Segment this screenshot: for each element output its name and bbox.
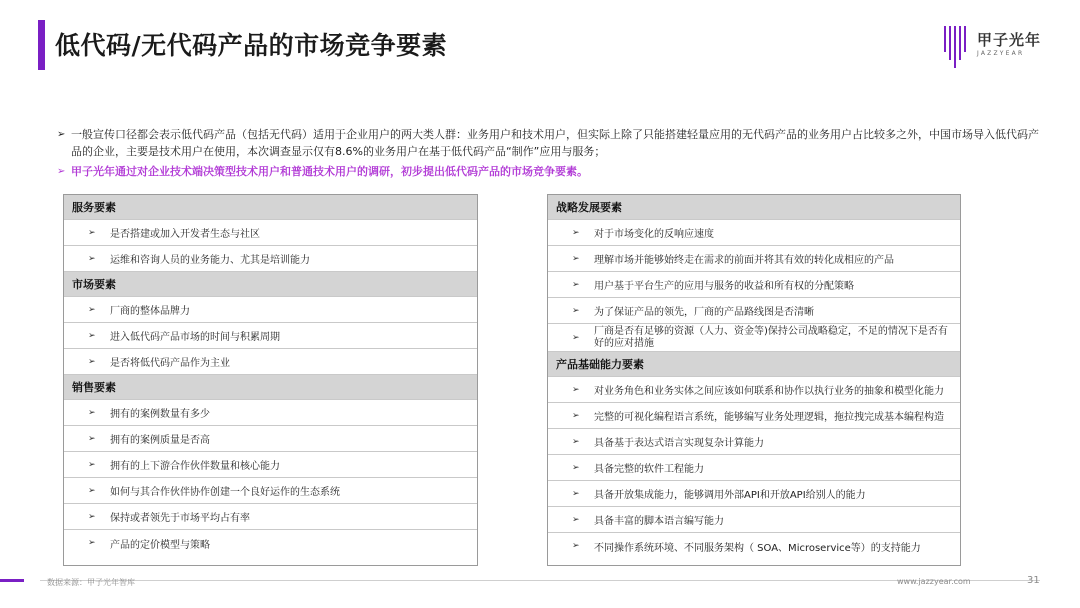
item-text: 具备基于表达式语言实现复杂计算能力: [594, 438, 764, 449]
arrow-bullet-icon: ➢: [572, 384, 580, 395]
jazzyear-logo: [943, 22, 1063, 68]
list-item: [64, 530, 477, 556]
item-text: 厂商的整体品牌力: [110, 306, 190, 317]
list-item: [64, 220, 477, 246]
item-text: 拥有的案例数量有多少: [110, 409, 210, 420]
list-item: [548, 272, 960, 298]
list-item: [64, 297, 477, 323]
list-item: [548, 403, 960, 429]
arrow-bullet-icon: ➢: [88, 485, 96, 496]
list-item: [548, 377, 960, 403]
item-text: 运维和咨询人员的业务能力、尤其是培训能力: [110, 255, 310, 266]
arrow-bullet-icon: ➢: [88, 330, 96, 341]
item-text: 如何与其合作伙伴协作创建一个良好运作的生态系统: [110, 487, 340, 498]
left-factors-panel: [63, 194, 478, 566]
item-text: 不同操作系统环境、不同服务架构（ SOA、Microservice等）的支持能力: [594, 542, 921, 554]
list-item: [64, 400, 477, 426]
list-item: [64, 349, 477, 375]
website-link[interactable]: www.jazzyear.com: [897, 577, 971, 586]
footer-divider: [40, 580, 1040, 581]
intro-list: [57, 127, 1042, 181]
arrow-bullet-icon: ➢: [57, 166, 66, 177]
list-item: [548, 533, 960, 559]
list-item: [64, 426, 477, 452]
arrow-bullet-icon: ➢: [572, 227, 580, 238]
intro-text: 甲子光年通过对企业技术端决策型技术用户和普通技术用户的调研，初步提出低代码产品的市场竞争要素。: [71, 165, 588, 178]
section-header: 服务要素: [64, 195, 477, 220]
arrow-bullet-icon: ➢: [572, 488, 580, 499]
list-item: [548, 324, 960, 352]
footer-accent-bar: [0, 579, 24, 582]
intro-text: 一般宣传口径都会表示低代码产品（包括无代码）适用于企业用户的两大类人群：业务用户和技术用户，但实际上除了只能搭建轻量应用的无代码产品的业务用户占比较多之外，中国市场导入低代码产品的企业，主要是技术用户在使用，本次调查显示仅有8.6%的业务用户在基于低代码产品“制作”应用与服务；: [71, 128, 1039, 158]
page-title: 低代码/无代码产品的市场竞争要素: [55, 31, 448, 60]
item-text: 是否将低代码产品作为主业: [110, 358, 230, 369]
intro-item: [57, 127, 1042, 160]
arrow-bullet-icon: ➢: [88, 304, 96, 315]
data-source: 数据来源：甲子光年智库: [47, 578, 135, 587]
item-text: 对于市场变化的反响应速度: [594, 229, 714, 240]
list-item: [64, 452, 477, 478]
arrow-bullet-icon: ➢: [572, 436, 580, 447]
arrow-bullet-icon: ➢: [57, 129, 66, 140]
arrow-bullet-icon: ➢: [88, 433, 96, 444]
logo-subtext: JAZZYEAR: [977, 50, 1025, 57]
arrow-bullet-icon: ➢: [88, 253, 96, 264]
arrow-bullet-icon: ➢: [572, 253, 580, 264]
list-item: [548, 246, 960, 272]
arrow-bullet-icon: ➢: [572, 279, 580, 290]
list-item: [548, 455, 960, 481]
item-text: 完整的可视化编程语言系统，能够编写业务处理逻辑，拖拉拽完成基本编程构造: [594, 412, 944, 423]
section-header: 战略发展要素: [548, 195, 960, 220]
item-text: 理解市场并能够始终走在需求的前面并将其有效的转化成相应的产品: [594, 255, 894, 266]
arrow-bullet-icon: ➢: [88, 356, 96, 367]
right-factors-panel: [547, 194, 961, 566]
arrow-bullet-icon: ➢: [572, 541, 580, 551]
arrow-bullet-icon: ➢: [572, 410, 580, 421]
section-header: 市场要素: [64, 272, 477, 297]
item-text: 厂商是否有足够的资源（人力、资金等)保持公司战略稳定，不足的情况下是否有好的应对措施: [594, 325, 948, 349]
arrow-bullet-icon: ➢: [88, 227, 96, 238]
list-item: [548, 507, 960, 533]
item-text: 具备开放集成能力，能够调用外部API和开放API给别人的能力: [594, 490, 866, 501]
page-number: 31: [1027, 575, 1040, 586]
list-item: [548, 429, 960, 455]
logo-bars-icon: [943, 22, 971, 68]
title-accent-bar: [38, 20, 45, 70]
intro-item-highlight: [57, 164, 1042, 181]
logo-text: 甲子光年: [977, 31, 1042, 49]
list-item: [548, 220, 960, 246]
list-item: [548, 298, 960, 324]
item-text: 具备完整的软件工程能力: [594, 464, 704, 475]
list-item: [64, 478, 477, 504]
arrow-bullet-icon: ➢: [88, 538, 96, 548]
item-text: 保持或者领先于市场平均占有率: [110, 513, 250, 524]
arrow-bullet-icon: ➢: [572, 514, 580, 525]
list-item: [64, 323, 477, 349]
item-text: 产品的定价模型与策略: [110, 539, 210, 551]
arrow-bullet-icon: ➢: [572, 462, 580, 473]
section-header: 产品基础能力要素: [548, 352, 960, 377]
arrow-bullet-icon: ➢: [572, 332, 580, 343]
arrow-bullet-icon: ➢: [88, 459, 96, 470]
list-item: [64, 504, 477, 530]
list-item: [64, 246, 477, 272]
arrow-bullet-icon: ➢: [572, 305, 580, 316]
section-header: 销售要素: [64, 375, 477, 400]
item-text: 是否搭建或加入开发者生态与社区: [110, 229, 260, 240]
item-text: 进入低代码产品市场的时间与积累周期: [110, 332, 280, 343]
item-text: 为了保证产品的领先，厂商的产品路线图是否清晰: [594, 307, 814, 318]
item-text: 对业务角色和业务实体之间应该如何联系和协作以执行业务的抽象和模型化能力: [594, 386, 944, 397]
arrow-bullet-icon: ➢: [88, 511, 96, 522]
item-text: 具备丰富的脚本语言编写能力: [594, 516, 724, 527]
arrow-bullet-icon: ➢: [88, 407, 96, 418]
item-text: 用户基于平台生产的应用与服务的收益和所有权的分配策略: [594, 281, 854, 292]
list-item: [548, 481, 960, 507]
item-text: 拥有的案例质量是否高: [110, 435, 210, 446]
item-text: 拥有的上下游合作伙伴数量和核心能力: [110, 461, 280, 472]
